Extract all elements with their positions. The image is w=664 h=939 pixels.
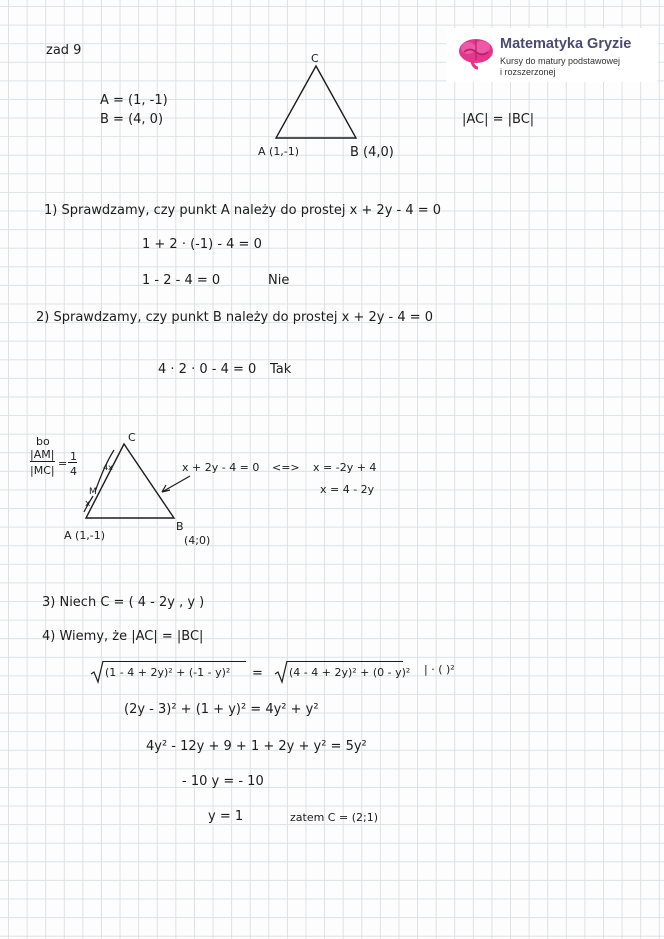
line-rewrite-1: x = -2y + 4: [313, 461, 377, 474]
ratio-bo: bo: [36, 435, 50, 448]
ratio-numerator: |AM|: [30, 448, 55, 461]
ratio-fraction-bar-2: [68, 462, 77, 463]
step-1-eq2: 1 - 2 - 4 = 0: [142, 273, 221, 288]
step-2-eq: 4 · 2 · 0 - 4 = 0: [158, 362, 257, 377]
sqrt-bar-right: [287, 661, 403, 662]
ratio-one: 1: [70, 450, 77, 463]
sqrt-bar-left: [103, 661, 246, 662]
step-2-text: 2) Sprawdzamy, czy punkt B należy do prostej x + 2y - 4 = 0: [36, 310, 434, 325]
step-4-text: 4) Wiemy, że |AC| = |BC|: [42, 629, 204, 644]
sqrt-equals: =: [252, 666, 263, 681]
step-4-eq2: (2y - 3)² + (1 + y)² = 4y² + y²: [124, 702, 319, 717]
ratio-four: 4: [70, 465, 77, 478]
triangle-2-label-x: x: [85, 499, 91, 509]
triangle-2-label-b: B: [176, 520, 184, 533]
triangle-1-label-b: B (4,0): [350, 145, 394, 160]
conclusion: zatem C = (2;1): [290, 811, 378, 824]
sqrt-left: (1 - 4 + 2y)² + (-1 - y)²: [105, 666, 231, 679]
step-4-eq3: 4y² - 12y + 9 + 1 + 2y + y² = 5y²: [146, 739, 367, 754]
triangle-2-label-c: C: [128, 431, 136, 444]
triangle-2-label-4x: 4x: [103, 463, 113, 472]
line-rewrite-2: x = 4 - 2y: [320, 483, 375, 496]
logo-subtitle-line1: Kursy do matury podstawowej: [500, 56, 621, 66]
ratio-fraction-bar: [30, 461, 55, 462]
ratio-denominator: |MC|: [30, 464, 55, 477]
logo: [446, 28, 658, 82]
triangle-1-outline: [276, 66, 356, 138]
triangle-2-label-m: M: [89, 487, 97, 497]
task-title: zad 9: [46, 43, 82, 58]
arrow-to-side: [162, 476, 190, 492]
line-equation: x + 2y - 4 = 0: [182, 461, 260, 474]
point-a: A = (1, -1): [100, 93, 168, 108]
step-4-eq5: y = 1: [208, 809, 244, 824]
condition: |AC| = |BC|: [462, 112, 535, 127]
line-equivalence: <=>: [272, 461, 300, 474]
point-b: B = (4, 0): [100, 112, 164, 127]
triangle-2-label-b-coords: (4;0): [184, 534, 211, 547]
triangle-2-label-a: A (1,-1): [64, 529, 106, 542]
step-2-answer: Tak: [270, 362, 292, 377]
triangle-1-label-a: A (1,-1): [258, 145, 300, 158]
step-4-eq4: - 10 y = - 10: [182, 774, 264, 789]
step-1-answer: Nie: [268, 273, 290, 288]
square-note: | · ( )²: [424, 663, 455, 676]
brain-icon: [456, 36, 496, 70]
step-1-text: 1) Sprawdzamy, czy punkt A należy do prostej x + 2y - 4 = 0: [44, 203, 442, 218]
step-1-eq1: 1 + 2 · (-1) - 4 = 0: [142, 237, 262, 252]
logo-subtitle-line2: i rozszerzonej: [500, 67, 556, 77]
sqrt-sign-right: [274, 660, 288, 686]
sqrt-right: (4 - 4 + 2y)² + (0 - y)²: [289, 666, 411, 679]
triangle-1-label-c: C: [311, 52, 319, 65]
sqrt-sign-left: [90, 660, 104, 686]
step-3-text: 3) Niech C = ( 4 - 2y , y ): [42, 595, 205, 610]
triangle-diagram-1: [265, 58, 405, 158]
logo-title: Matematyka Gryzie: [500, 36, 632, 52]
ratio-equals: =: [58, 457, 68, 470]
